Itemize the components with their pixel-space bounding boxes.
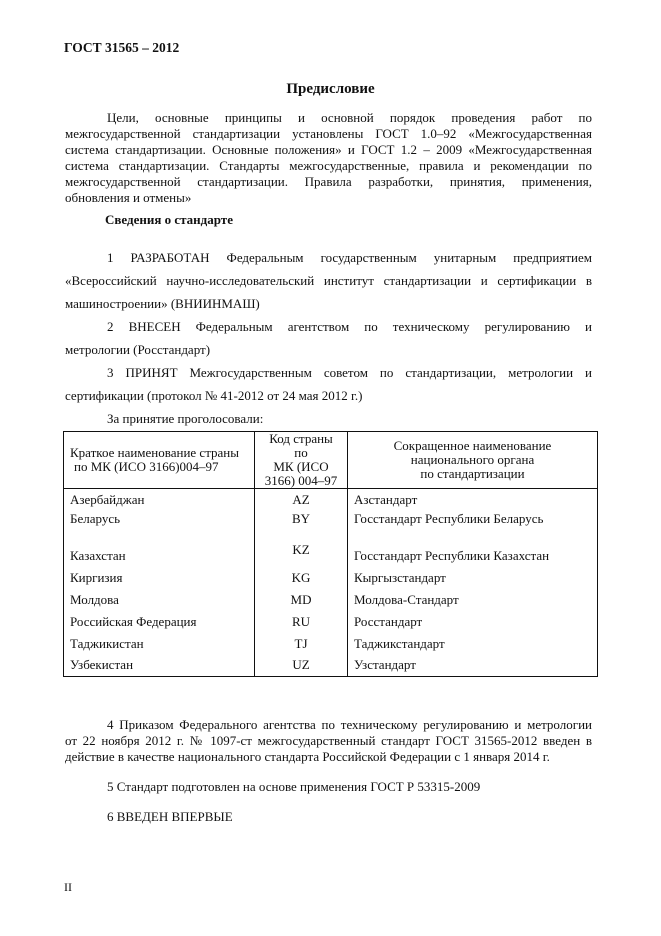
cell-country: Молдова [64,589,255,611]
item-4-line: 4 Приказом Федерального агентства по техническому регулированию и метрологии [107,717,592,732]
intro-line: межгосударственной стандартизации установлены ГОСТ 1.0–92 «Межгосударственная [65,126,592,141]
cell-country: Таджикистан [64,633,255,655]
intro-line: межгосударственной стандартизации. Правила разработки, принятия, применения, [65,174,592,189]
header-country-line: по МК (ИСО 3166)004–97 [74,459,219,474]
cell-country: Российская Федерация [64,611,255,633]
header-code-line: 3166) 004–97 [264,473,338,488]
cell-code: KZ [255,533,348,567]
table-row [64,567,598,589]
cell-code: KG [255,567,348,589]
item-2-line: 2 ВНЕСЕН Федеральным агентством по техническому регулированию и [107,319,592,334]
cell-body: Росстандарт [348,611,598,633]
header-body-line: по стандартизации [420,466,525,481]
cell-code: UZ [255,655,348,677]
cell-body: Азстандарт [348,489,598,511]
item-4-line: действие в качестве национального стандарта Российской Федерации с 1 января 2014 г. [65,749,550,764]
vote-intro: За принятие проголосовали: [107,411,264,426]
header-country-line: Краткое наименование страны [70,445,239,460]
cell-body: Молдова-Стандарт [348,589,598,611]
item-2-line: метрологии (Росстандарт) [65,342,211,357]
table-header-row [64,432,598,489]
cell-code: RU [255,611,348,633]
table-row [64,611,598,633]
table-row [64,589,598,611]
table-row [64,489,598,511]
cell-country: Киргизия [64,567,255,589]
item-3-line: 3 ПРИНЯТ Межгосударственным советом по стандартизации, метрологии и [107,365,592,380]
header-code-line: МК (ИСО [273,459,329,474]
item-5: 5 Стандарт подготовлен на основе применения ГОСТ Р 53315-2009 [107,779,481,794]
intro-line: система стандартизации. Стандарты межгосударственные, правила и рекомендации по [65,158,592,173]
item-3-line: сертификации (протокол № 41-2012 от 24 мая 2012 г.) [65,388,363,403]
cell-code: BY [255,511,348,533]
table-row [64,655,598,677]
cell-body: Госстандарт Республики Казахстан [348,533,598,567]
header-country [64,432,255,489]
item-4-line: от 22 ноября 2012 г. № 1097-ст межгосударственный стандарт ГОСТ 31565-2012 введен в [65,733,592,748]
cell-body: Таджикстандарт [348,633,598,655]
section-subheading: Сведения о стандарте [105,212,233,227]
table-row [64,511,598,533]
document-header: ГОСТ 31565 – 2012 [64,40,180,55]
cell-country: Узбекистан [64,655,255,677]
page-number: II [64,880,72,894]
header-code-line: Код страны по [269,431,333,460]
header-body [348,432,598,489]
item-1-line: машиностроении» (ВНИИНМАШ) [65,296,260,311]
cell-country: Казахстан [64,533,255,567]
cell-code: MD [255,589,348,611]
cell-body: Госстандарт Республики Беларусь [348,511,598,533]
header-code [255,432,348,489]
table-row [64,533,598,567]
cell-code: TJ [255,633,348,655]
item-1-line: «Всероссийский научно-исследовательский институт стандартизации и сертификации в [65,273,592,288]
cell-code: AZ [255,489,348,511]
cell-country: Беларусь [64,511,255,533]
intro-line: система стандартизации. Основные положения» и ГОСТ 1.2 – 2009 «Межгосударственная [65,142,592,157]
header-body-line: Сокращенное наименование [393,438,552,453]
cell-body: Кыргызстандарт [348,567,598,589]
page-title: Предисловие [286,81,375,97]
header-body-line: национального органа [410,452,535,467]
table-row [64,633,598,655]
item-1-line: 1 РАЗРАБОТАН Федеральным государственным унитарным предприятием [107,250,592,265]
intro-line: Цели, основные принципы и основной порядок проведения работ по [107,110,592,125]
item-6: 6 ВВЕДЕН ВПЕРВЫЕ [107,809,233,824]
member-states-table [63,431,598,677]
cell-body: Узстандарт [348,655,598,677]
cell-country: Азербайджан [64,489,255,511]
intro-line: обновления и отмены» [65,190,192,205]
